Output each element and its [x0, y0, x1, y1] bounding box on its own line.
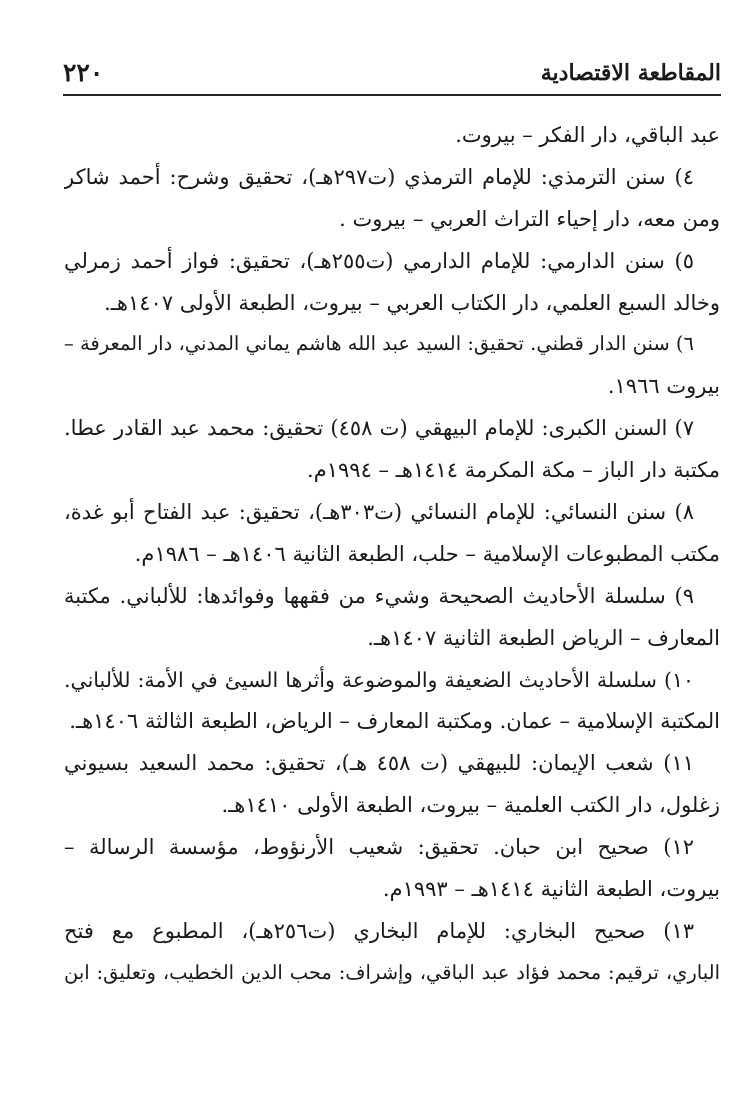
text-line: ٩) سلسلة الأحاديث الصحيحة وشيء من فقهها وفوائدها: للألباني. مكتبة: [64, 583, 694, 608]
text-line: مكتبة دار الباز – مكة المكرمة ١٤١٤هـ – ١٩٩٤م.: [307, 458, 720, 483]
text-line: وخالد السبع العلمي، دار الكتاب العربي – بيروت، الطبعة الأولى ١٤٠٧هـ.: [104, 290, 720, 315]
text-line: ٨) سنن النسائي: للإمام النسائي (ت٣٠٣هـ)، تحقيق: عبد الفتاح أبو غدة،: [64, 500, 694, 525]
text-line: ٦) سنن الدار قطني. تحقيق: السيد عبد الله هاشم يماني المدني، دار المعرفة –: [64, 332, 694, 356]
header-title: المقاطعة الاقتصادية: [540, 60, 721, 86]
text-line: ٧) السنن الكبرى: للإمام البيهقي (ت ٤٥٨) تحقيق: محمد عبد القادر عطا.: [64, 416, 694, 441]
page-number: ٢٢٠: [63, 58, 104, 87]
running-header: [63, 52, 721, 92]
header-rule: [63, 94, 721, 96]
text-line: ١٠) سلسلة الأحاديث الضعيفة والموضوعة وأثرها السيئ في الأمة: للألباني.: [64, 667, 694, 692]
text-line: مكتب المطبوعات الإسلامية – حلب، الطبعة الثانية ١٤٠٦هـ – ١٩٨٦م.: [134, 541, 720, 566]
text-line: ١٢) صحيح ابن حبان. تحقيق: شعيب الأرنؤوط، مؤسسة الرسالة –: [64, 835, 694, 860]
text-line: بيروت، الطبعة الثانية ١٤١٤هـ – ١٩٩٣م.: [382, 877, 720, 902]
text-line: زغلول، دار الكتب العلمية – بيروت، الطبعة الأولى ١٤١٠هـ.: [221, 793, 720, 818]
references-list: [64, 114, 720, 994]
text-line: المكتبة الإسلامية – عمان. ومكتبة المعارف – الرياض، الطبعة الثالثة ١٤٠٦هـ.: [69, 709, 720, 734]
text-line: عبد الباقي، دار الفكر – بيروت.: [455, 123, 720, 147]
text-line: ومن معه، دار إحياء التراث العربي – بيروت .: [339, 206, 720, 231]
text-line: بيروت ١٩٦٦.: [607, 374, 720, 399]
text-line: المعارف – الرياض الطبعة الثانية ١٤٠٧هـ.: [367, 625, 720, 650]
text-line: الباري، ترقيم: محمد فؤاد عبد الباقي، وإشراف: محب الدين الخطيب، وتعليق: ابن: [64, 960, 720, 984]
text-line: ٤) سنن الترمذي: للإمام الترمذي (ت٢٩٧هـ)، تحقيق وشرح: أحمد شاكر: [64, 164, 694, 189]
text-line: ١٣) صحيح البخاري: للإمام البخاري (ت٢٥٦هـ)، المطبوع مع فتح: [64, 918, 694, 943]
text-line: ٥) سنن الدارمي: للإمام الدارمي (ت٢٥٥هـ)، تحقيق: فواز أحمد زمرلي: [64, 248, 694, 273]
text-line: ١١) شعب الإيمان: للبيهقي (ت ٤٥٨ هـ)، تحقيق: محمد السعيد بسيوني: [64, 751, 694, 776]
